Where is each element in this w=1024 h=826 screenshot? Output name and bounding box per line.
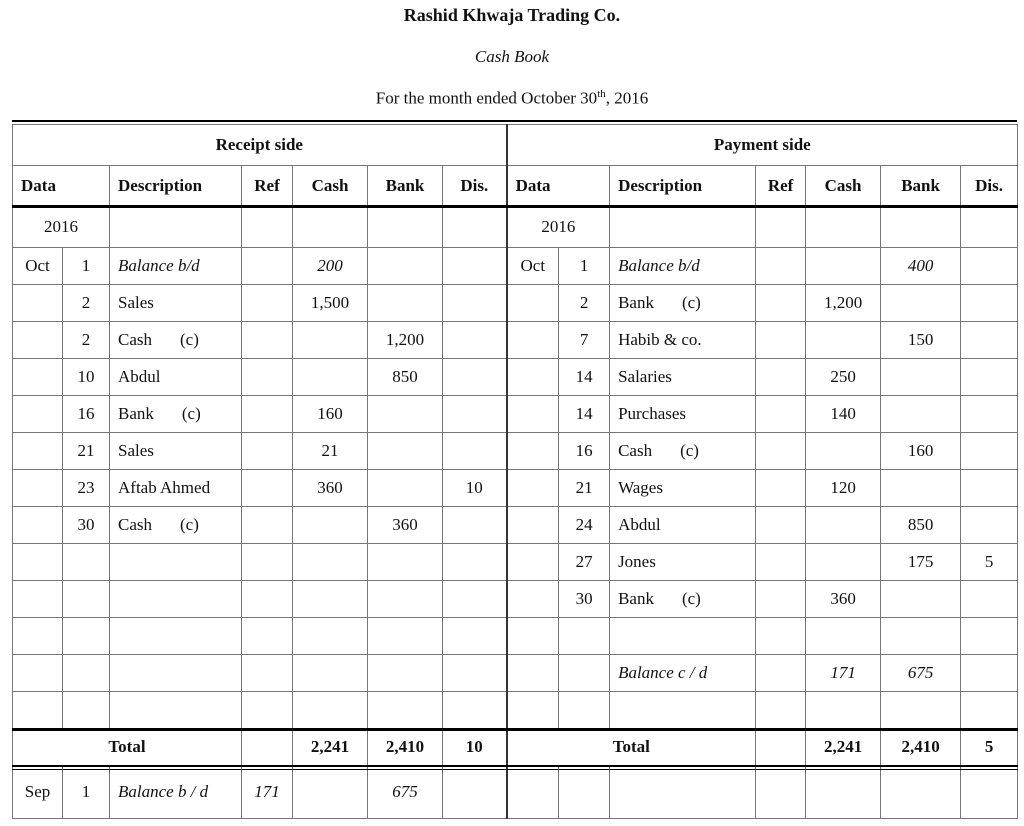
payment-day: 1 bbox=[559, 248, 610, 285]
receipt-day: 2 bbox=[63, 285, 110, 322]
receipt-day bbox=[63, 544, 110, 581]
payment-discount bbox=[961, 766, 1018, 819]
receipt-col-ref: Ref bbox=[242, 166, 293, 207]
receipt-year-blank bbox=[242, 207, 293, 248]
payment-ref bbox=[756, 766, 806, 819]
payment-discount bbox=[961, 655, 1018, 692]
receipt-year-blank bbox=[293, 207, 368, 248]
receipt-cash bbox=[293, 581, 368, 618]
ledger-row bbox=[13, 470, 1018, 507]
receipt-bank bbox=[368, 544, 443, 581]
receipt-year-blank bbox=[110, 207, 242, 248]
receipt-month bbox=[13, 507, 63, 544]
payment-col-date: Data bbox=[507, 166, 610, 207]
payment-bank bbox=[881, 692, 961, 729]
receipt-bank bbox=[368, 692, 443, 729]
payment-ref bbox=[756, 359, 806, 396]
ledger-row bbox=[13, 359, 1018, 396]
receipt-description bbox=[110, 248, 242, 285]
payment-discount bbox=[961, 396, 1018, 433]
payment-ref bbox=[756, 618, 806, 655]
receipt-discount bbox=[443, 248, 507, 285]
receipt-day bbox=[63, 692, 110, 729]
payment-month bbox=[507, 433, 559, 470]
payment-year: 2016 bbox=[507, 207, 610, 248]
receipt-cash: 160 bbox=[293, 396, 368, 433]
payment-bank bbox=[881, 359, 961, 396]
receipt-cash bbox=[293, 322, 368, 359]
receipt-month bbox=[13, 433, 63, 470]
ledger-row bbox=[13, 507, 1018, 544]
payment-cash: 171 bbox=[806, 655, 881, 692]
receipt-bank bbox=[368, 248, 443, 285]
payment-day: 21 bbox=[559, 470, 610, 507]
payment-discount bbox=[961, 433, 1018, 470]
receipt-contra-mark: (c) bbox=[181, 404, 201, 423]
receipt-contra-mark: (c) bbox=[180, 330, 199, 349]
receipt-description-text: Cash bbox=[118, 515, 152, 534]
receipt-year-blank bbox=[368, 207, 443, 248]
payment-cash bbox=[806, 507, 881, 544]
payment-discount bbox=[961, 470, 1018, 507]
payment-month bbox=[507, 470, 559, 507]
receipt-discount bbox=[443, 285, 507, 322]
payment-description bbox=[610, 396, 756, 433]
payment-description bbox=[610, 618, 756, 655]
payment-discount bbox=[961, 285, 1018, 322]
receipt-ref bbox=[242, 655, 293, 692]
receipt-day: 10 bbox=[63, 359, 110, 396]
receipt-total-ref bbox=[242, 729, 293, 766]
payment-month bbox=[507, 322, 559, 359]
payment-day bbox=[559, 618, 610, 655]
receipt-month bbox=[13, 692, 63, 729]
receipt-description-text: Sales bbox=[118, 441, 154, 460]
payment-ref bbox=[756, 655, 806, 692]
payment-bank: 675 bbox=[881, 655, 961, 692]
payment-description-text: Bank bbox=[618, 293, 654, 312]
payment-month: Oct bbox=[507, 248, 559, 285]
brought-down-row bbox=[13, 766, 1018, 819]
total-row bbox=[13, 729, 1018, 766]
payment-total-label: Total bbox=[507, 729, 756, 766]
receipt-cash: 21 bbox=[293, 433, 368, 470]
receipt-description bbox=[110, 285, 242, 322]
payment-day bbox=[559, 655, 610, 692]
total-top-rule bbox=[12, 728, 1018, 731]
ledger-row bbox=[13, 433, 1018, 470]
payment-description-text: Purchases bbox=[618, 404, 687, 423]
receipt-day bbox=[63, 655, 110, 692]
payment-bank: 850 bbox=[881, 507, 961, 544]
payment-col-cash: Cash bbox=[806, 166, 881, 207]
year-row bbox=[13, 207, 1018, 248]
payment-side-label: Payment side bbox=[507, 125, 1018, 166]
payment-month bbox=[507, 766, 559, 819]
payment-cash bbox=[806, 766, 881, 819]
receipt-discount bbox=[443, 692, 507, 729]
payment-month bbox=[507, 507, 559, 544]
receipt-bank: 1,200 bbox=[368, 322, 443, 359]
payment-total-discount: 5 bbox=[961, 729, 1018, 766]
document-title: Cash Book bbox=[474, 47, 550, 66]
payment-bank bbox=[881, 470, 961, 507]
ledger-row bbox=[13, 285, 1018, 322]
receipt-description bbox=[110, 470, 242, 507]
receipt-month bbox=[13, 581, 63, 618]
payment-description bbox=[610, 544, 756, 581]
payment-description-text: Salaries bbox=[618, 367, 672, 386]
receipt-month bbox=[13, 618, 63, 655]
payment-discount bbox=[961, 507, 1018, 544]
receipt-description bbox=[110, 396, 242, 433]
payment-contra-mark: (c) bbox=[681, 293, 701, 312]
receipt-discount bbox=[443, 322, 507, 359]
receipt-discount bbox=[443, 766, 507, 819]
receipt-description bbox=[110, 581, 242, 618]
ledger-row bbox=[13, 581, 1018, 618]
payment-day bbox=[559, 692, 610, 729]
payment-bank: 150 bbox=[881, 322, 961, 359]
receipt-description-text: Balance b/d bbox=[118, 256, 200, 275]
receipt-description bbox=[110, 766, 242, 819]
receipt-bank: 850 bbox=[368, 359, 443, 396]
period-text: For the month ended October 30 bbox=[375, 88, 598, 108]
payment-ref bbox=[756, 396, 806, 433]
payment-month bbox=[507, 285, 559, 322]
receipt-ref bbox=[242, 470, 293, 507]
column-header-row bbox=[13, 166, 1018, 207]
payment-discount bbox=[961, 359, 1018, 396]
receipt-month bbox=[13, 544, 63, 581]
payment-description bbox=[610, 507, 756, 544]
receipt-cash: 200 bbox=[293, 248, 368, 285]
payment-cash: 360 bbox=[806, 581, 881, 618]
payment-month bbox=[507, 692, 559, 729]
receipt-year-blank bbox=[443, 207, 507, 248]
payment-contra-mark: (c) bbox=[680, 441, 699, 460]
payment-discount bbox=[961, 581, 1018, 618]
payment-total-ref bbox=[756, 729, 806, 766]
receipt-day: 1 bbox=[63, 248, 110, 285]
receipt-description bbox=[110, 655, 242, 692]
receipt-description bbox=[110, 692, 242, 729]
receipt-col-cash: Cash bbox=[293, 166, 368, 207]
receipt-day: 1 bbox=[63, 766, 110, 819]
receipt-ref bbox=[242, 618, 293, 655]
receipt-description-text: Bank bbox=[118, 404, 154, 423]
receipt-side-label: Receipt side bbox=[13, 125, 507, 166]
receipt-total-bank: 2,410 bbox=[368, 729, 443, 766]
receipt-day: 16 bbox=[63, 396, 110, 433]
payment-day: 7 bbox=[559, 322, 610, 359]
payment-month bbox=[507, 618, 559, 655]
payment-col-bank: Bank bbox=[881, 166, 961, 207]
receipt-cash bbox=[293, 655, 368, 692]
payment-day: 2 bbox=[559, 285, 610, 322]
payment-year-blank bbox=[756, 207, 806, 248]
payment-description-text: Habib & co. bbox=[618, 330, 702, 349]
receipt-discount bbox=[443, 655, 507, 692]
period-line bbox=[0, 88, 1024, 109]
payment-discount bbox=[961, 248, 1018, 285]
receipt-description-text: Sales bbox=[118, 293, 154, 312]
receipt-ref bbox=[242, 692, 293, 729]
receipt-description bbox=[110, 507, 242, 544]
receipt-cash bbox=[293, 618, 368, 655]
payment-year-blank bbox=[806, 207, 881, 248]
receipt-month bbox=[13, 285, 63, 322]
receipt-description bbox=[110, 433, 242, 470]
receipt-bank bbox=[368, 618, 443, 655]
receipt-month bbox=[13, 655, 63, 692]
cash-book-table bbox=[12, 124, 1018, 819]
payment-day bbox=[559, 766, 610, 819]
receipt-bank bbox=[368, 581, 443, 618]
period-year: , 2016 bbox=[605, 88, 649, 108]
receipt-discount bbox=[443, 581, 507, 618]
receipt-day: 21 bbox=[63, 433, 110, 470]
payment-ref bbox=[756, 581, 806, 618]
receipt-discount bbox=[443, 396, 507, 433]
ledger-row bbox=[13, 618, 1018, 655]
ledger-row bbox=[13, 544, 1018, 581]
receipt-description bbox=[110, 322, 242, 359]
receipt-ref bbox=[242, 433, 293, 470]
payment-cash bbox=[806, 544, 881, 581]
payment-description bbox=[610, 766, 756, 819]
payment-cash: 1,200 bbox=[806, 285, 881, 322]
payment-cash bbox=[806, 248, 881, 285]
payment-ref bbox=[756, 507, 806, 544]
receipt-col-discount: Dis. bbox=[443, 166, 507, 207]
payment-bank bbox=[881, 285, 961, 322]
receipt-ref bbox=[242, 544, 293, 581]
receipt-month bbox=[13, 396, 63, 433]
receipt-bank bbox=[368, 285, 443, 322]
receipt-description bbox=[110, 544, 242, 581]
payment-ref bbox=[756, 470, 806, 507]
receipt-bank bbox=[368, 433, 443, 470]
receipt-cash: 360 bbox=[293, 470, 368, 507]
receipt-cash: 1,500 bbox=[293, 285, 368, 322]
payment-ref bbox=[756, 248, 806, 285]
receipt-total-label: Total bbox=[13, 729, 242, 766]
payment-ref bbox=[756, 692, 806, 729]
payment-day: 14 bbox=[559, 396, 610, 433]
payment-bank: 175 bbox=[881, 544, 961, 581]
payment-description-text: Jones bbox=[618, 552, 656, 571]
payment-bank bbox=[881, 618, 961, 655]
receipt-month: Oct bbox=[13, 248, 63, 285]
payment-contra-mark: (c) bbox=[681, 589, 701, 608]
period-ordinal: th bbox=[597, 88, 606, 100]
payment-discount bbox=[961, 322, 1018, 359]
ledger-row bbox=[13, 248, 1018, 285]
receipt-discount bbox=[443, 359, 507, 396]
total-bottom-rule-2 bbox=[12, 769, 1018, 770]
payment-ref bbox=[756, 322, 806, 359]
receipt-bank bbox=[368, 655, 443, 692]
receipt-bank: 675 bbox=[368, 766, 443, 819]
payment-description bbox=[610, 359, 756, 396]
total-bottom-rule-1 bbox=[12, 765, 1018, 767]
payment-day: 30 bbox=[559, 581, 610, 618]
payment-description-text: Abdul bbox=[618, 515, 661, 534]
payment-description-text: Balance b/d bbox=[618, 256, 700, 275]
receipt-bank: 360 bbox=[368, 507, 443, 544]
receipt-ref bbox=[242, 248, 293, 285]
receipt-cash bbox=[293, 359, 368, 396]
side-header-row bbox=[13, 125, 1018, 166]
receipt-ref bbox=[242, 285, 293, 322]
cash-book-body bbox=[13, 125, 1018, 819]
receipt-cash bbox=[293, 544, 368, 581]
payment-month bbox=[507, 581, 559, 618]
receipt-ref bbox=[242, 359, 293, 396]
payment-cash: 250 bbox=[806, 359, 881, 396]
company-name: Rashid Khwaja Trading Co. bbox=[403, 5, 621, 25]
top-double-rule-1 bbox=[12, 120, 1017, 122]
payment-bank bbox=[881, 581, 961, 618]
ledger-row bbox=[13, 322, 1018, 359]
receipt-day: 30 bbox=[63, 507, 110, 544]
receipt-description-text: Abdul bbox=[118, 367, 161, 386]
receipt-ref bbox=[242, 396, 293, 433]
payment-description bbox=[610, 581, 756, 618]
payment-month bbox=[507, 544, 559, 581]
receipt-discount bbox=[443, 544, 507, 581]
receipt-year: 2016 bbox=[13, 207, 110, 248]
payment-description-text: Wages bbox=[618, 478, 663, 497]
payment-description bbox=[610, 285, 756, 322]
payment-month bbox=[507, 359, 559, 396]
payment-description bbox=[610, 470, 756, 507]
payment-month bbox=[507, 655, 559, 692]
receipt-day bbox=[63, 618, 110, 655]
receipt-description-text: Balance b / d bbox=[118, 782, 209, 801]
receipt-bank bbox=[368, 470, 443, 507]
payment-description bbox=[610, 655, 756, 692]
payment-cash bbox=[806, 618, 881, 655]
payment-ref bbox=[756, 285, 806, 322]
payment-total-bank: 2,410 bbox=[881, 729, 961, 766]
receipt-month bbox=[13, 359, 63, 396]
receipt-col-bank: Bank bbox=[368, 166, 443, 207]
receipt-total-cash: 2,241 bbox=[293, 729, 368, 766]
payment-description-text: Balance c / d bbox=[618, 663, 708, 682]
payment-ref bbox=[756, 544, 806, 581]
payment-month bbox=[507, 396, 559, 433]
payment-day: 16 bbox=[559, 433, 610, 470]
receipt-discount bbox=[443, 433, 507, 470]
receipt-month bbox=[13, 470, 63, 507]
payment-cash: 140 bbox=[806, 396, 881, 433]
receipt-cash bbox=[293, 507, 368, 544]
ledger-row bbox=[13, 692, 1018, 729]
receipt-day: 2 bbox=[63, 322, 110, 359]
payment-cash bbox=[806, 692, 881, 729]
receipt-cash bbox=[293, 766, 368, 819]
receipt-day: 23 bbox=[63, 470, 110, 507]
receipt-ref bbox=[242, 322, 293, 359]
receipt-total-discount: 10 bbox=[443, 729, 507, 766]
receipt-ref: 171 bbox=[242, 766, 293, 819]
receipt-discount bbox=[443, 507, 507, 544]
receipt-description-text: Aftab Ahmed bbox=[118, 478, 211, 497]
payment-col-discount: Dis. bbox=[961, 166, 1018, 207]
ledger-row bbox=[13, 396, 1018, 433]
payment-description bbox=[610, 692, 756, 729]
receipt-discount: 10 bbox=[443, 470, 507, 507]
payment-ref bbox=[756, 433, 806, 470]
payment-day: 14 bbox=[559, 359, 610, 396]
payment-year-blank bbox=[610, 207, 756, 248]
payment-day: 24 bbox=[559, 507, 610, 544]
ledger-row bbox=[13, 655, 1018, 692]
header-thick-rule bbox=[12, 205, 1018, 208]
payment-description bbox=[610, 322, 756, 359]
payment-discount bbox=[961, 618, 1018, 655]
payment-cash bbox=[806, 433, 881, 470]
payment-day: 27 bbox=[559, 544, 610, 581]
payment-total-cash: 2,241 bbox=[806, 729, 881, 766]
payment-bank bbox=[881, 396, 961, 433]
receipt-cash bbox=[293, 692, 368, 729]
receipt-description bbox=[110, 618, 242, 655]
payment-cash: 120 bbox=[806, 470, 881, 507]
receipt-bank bbox=[368, 396, 443, 433]
receipt-description bbox=[110, 359, 242, 396]
receipt-month: Sep bbox=[13, 766, 63, 819]
payment-bank bbox=[881, 766, 961, 819]
payment-description-text: Bank bbox=[618, 589, 654, 608]
payment-cash bbox=[806, 322, 881, 359]
receipt-discount bbox=[443, 618, 507, 655]
payment-col-ref: Ref bbox=[756, 166, 806, 207]
payment-description-text: Cash bbox=[618, 441, 653, 460]
payment-year-blank bbox=[961, 207, 1018, 248]
receipt-contra-mark: (c) bbox=[180, 515, 199, 534]
receipt-description-text: Cash bbox=[118, 330, 152, 349]
payment-description bbox=[610, 433, 756, 470]
receipt-month bbox=[13, 322, 63, 359]
payment-bank: 160 bbox=[881, 433, 961, 470]
payment-year-blank bbox=[881, 207, 961, 248]
receipt-col-date: Data bbox=[13, 166, 110, 207]
payment-discount: 5 bbox=[961, 544, 1018, 581]
payment-bank: 400 bbox=[881, 248, 961, 285]
payment-discount bbox=[961, 692, 1018, 729]
receipt-ref bbox=[242, 507, 293, 544]
receipt-day bbox=[63, 581, 110, 618]
payment-col-description: Description bbox=[610, 166, 756, 207]
receipt-ref bbox=[242, 581, 293, 618]
payment-description bbox=[610, 248, 756, 285]
receipt-col-description: Description bbox=[110, 166, 242, 207]
